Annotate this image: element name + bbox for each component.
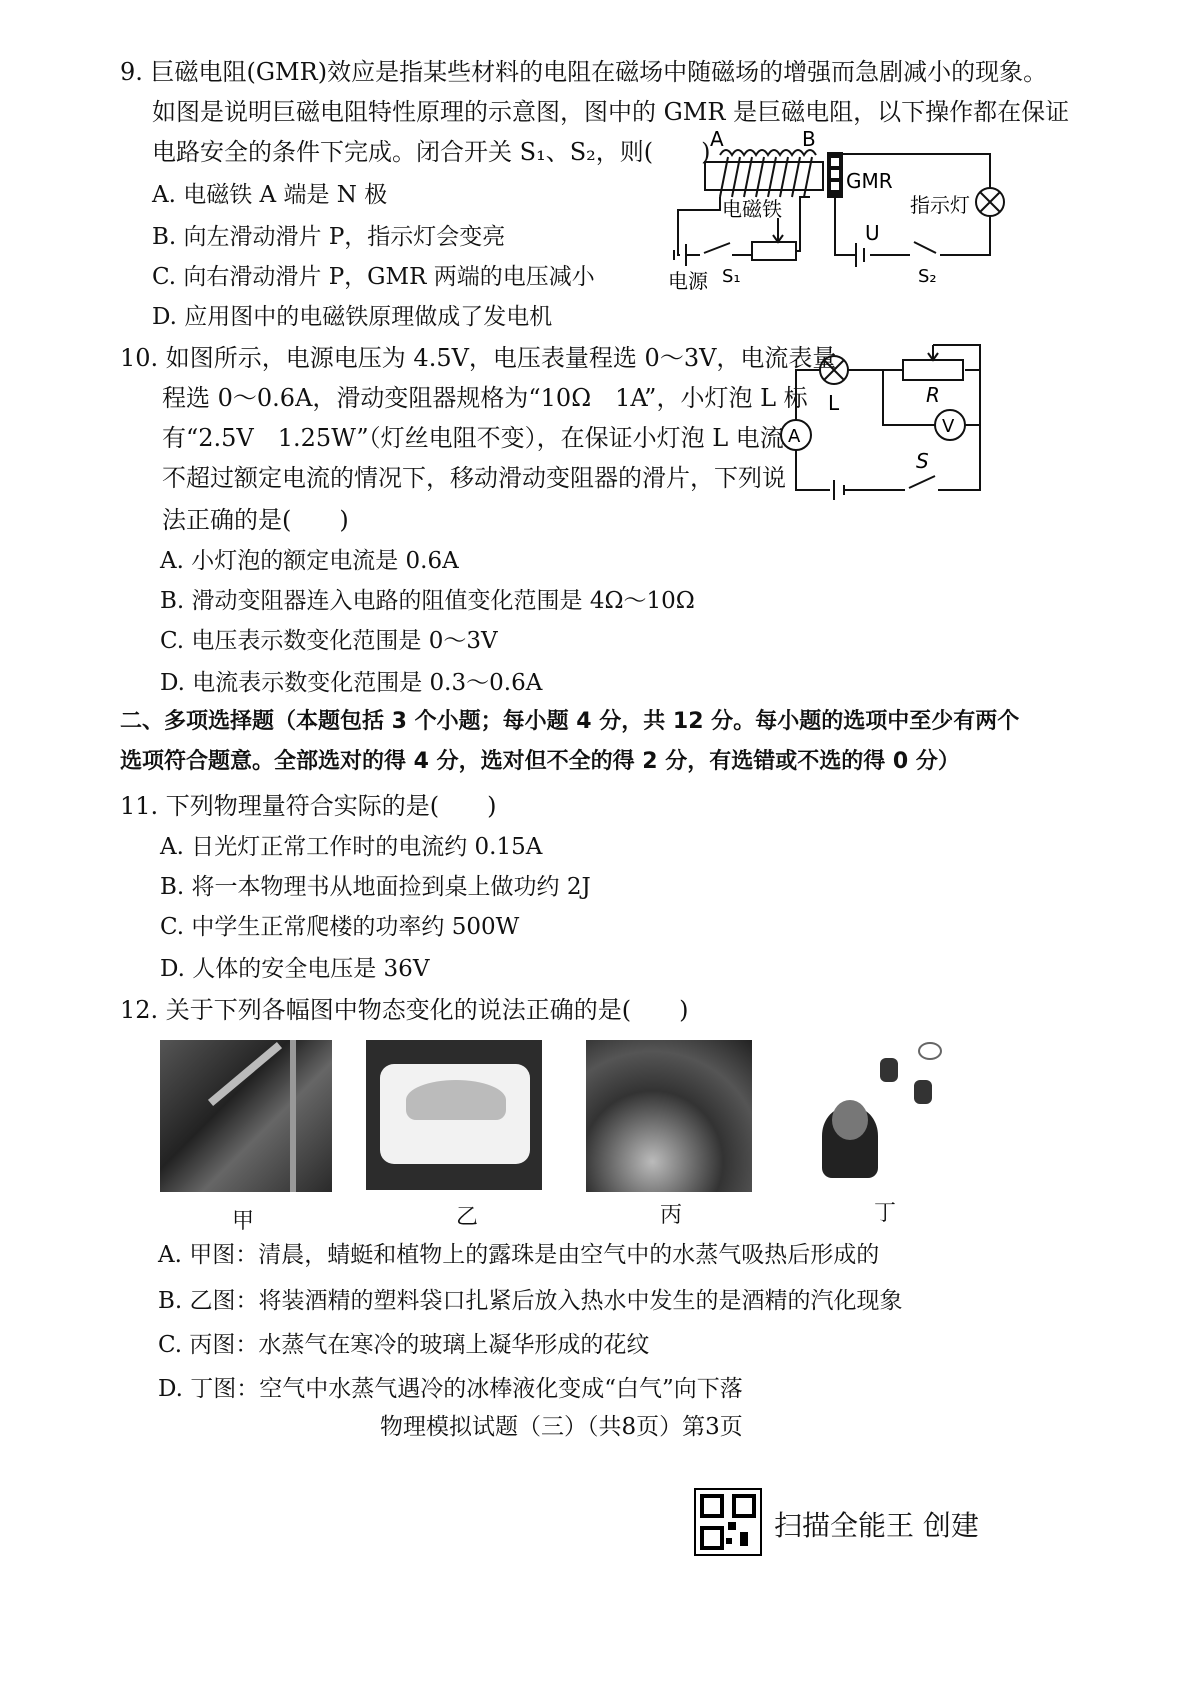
- q9-label-indicator-lamp: 指示灯: [910, 193, 970, 217]
- q10-label-r: R: [926, 383, 940, 407]
- q9-label-gmr: GMR: [846, 169, 893, 193]
- q12-caption-jia: 甲: [232, 1209, 255, 1234]
- q12-caption-ding: 丁: [874, 1201, 897, 1226]
- q9-line-3: 电路安全的条件下完成。闭合开关 S₁、S₂，则( ): [152, 138, 711, 166]
- q10-label-l: L: [828, 391, 840, 415]
- q12-photo-jia-dragonfly: [160, 1040, 332, 1192]
- section-2-heading-line-1: 二、多项选择题（本题包括 3 个小题；每小题 4 分，共 12 分。每小题的选项中至少有两个: [120, 709, 1020, 734]
- q9-label-s1: S₁: [722, 266, 741, 287]
- q12-stem: 12. 关于下列各幅图中物态变化的说法正确的是( ): [120, 996, 689, 1024]
- q12-caption-yi: 乙: [456, 1205, 479, 1230]
- q10-line-5: 法正确的是( ): [162, 506, 349, 534]
- q11-option-b: B. 将一本物理书从地面捡到桌上做功约 2J: [160, 874, 591, 900]
- q12-option-b: B. 乙图：将装酒精的塑料袋口扎紧后放入热水中发生的是酒精的汽化现象: [158, 1288, 903, 1314]
- q9-gmr-circuit-diagram: [660, 120, 1020, 300]
- q12-option-a: A. 甲图：清晨，蜻蜓和植物上的露珠是由空气中的水蒸气吸热后形成的: [158, 1242, 880, 1268]
- q12-photo-yi-plastic-bag: [366, 1040, 542, 1190]
- q10-option-a: A. 小灯泡的额定电流是 0.6A: [160, 548, 459, 574]
- q11-option-c: C. 中学生正常爬楼的功率约 500W: [160, 914, 520, 940]
- q12-photo-bing-frost-pattern: [586, 1040, 752, 1192]
- q10-line-3: 有“2.5V 1.25W”（灯丝电阻不变），在保证小灯泡 L 电流: [162, 424, 784, 452]
- page-footer: 物理模拟试题（三）（共8页）第3页: [380, 1414, 743, 1440]
- q10-option-b: B. 滑动变阻器连入电路的阻值变化范围是 4Ω～10Ω: [160, 588, 695, 614]
- q9-line-1: 9. 巨磁电阻(GMR)效应是指某些材料的电阻在磁场中随磁场的增强而急剧减小的现象。: [120, 58, 1048, 86]
- q10-line-4: 不超过额定电流的情况下，移动滑动变阻器的滑片，下列说: [162, 464, 786, 492]
- q9-label-s2: S₂: [918, 266, 937, 287]
- q9-label-b: B: [802, 127, 816, 151]
- q12-photo-ding-popsicle: [818, 1040, 948, 1180]
- q9-option-a: A. 电磁铁 A 端是 N 极: [152, 182, 388, 208]
- q12-caption-bing: 丙: [660, 1203, 683, 1228]
- qr-code-icon: [694, 1488, 762, 1556]
- q9-label-u: U: [865, 221, 880, 245]
- q10-label-ammeter: A: [788, 426, 801, 447]
- scanner-watermark-text: 扫描全能王 创建: [774, 1509, 979, 1542]
- q11-stem: 11. 下列物理量符合实际的是( ): [120, 792, 497, 820]
- q10-label-voltmeter: V: [942, 416, 955, 437]
- q10-option-d: D. 电流表示数变化范围是 0.3～0.6A: [160, 670, 543, 696]
- q9-option-b: B. 向左滑动滑片 P，指示灯会变亮: [152, 224, 506, 250]
- q9-option-d: D. 应用图中的电磁铁原理做成了发电机: [152, 304, 553, 330]
- q10-label-s: S: [916, 449, 929, 473]
- q9-label-power-source: 电源: [668, 269, 708, 293]
- q10-line-1: 10. 如图所示，电源电压为 4.5V，电压表量程选 0～3V，电流表量: [120, 344, 837, 372]
- q11-option-a: A. 日光灯正常工作时的电流约 0.15A: [160, 834, 543, 860]
- q11-option-d: D. 人体的安全电压是 36V: [160, 956, 430, 982]
- q9-label-a: A: [710, 127, 724, 151]
- q10-line-2: 程选 0～0.6A，滑动变阻器规格为“10Ω 1A”，小灯泡 L 标: [162, 384, 808, 412]
- section-2-heading-line-2: 选项符合题意。全部选对的得 4 分，选对但不全的得 2 分，有选错或不选的得 0 分）: [120, 749, 960, 774]
- q9-option-c: C. 向右滑动滑片 P，GMR 两端的电压减小: [152, 264, 595, 290]
- q9-label-electromagnet: 电磁铁: [722, 197, 782, 221]
- q10-circuit-diagram: [770, 340, 1010, 515]
- q12-option-c: C. 丙图：水蒸气在寒冷的玻璃上凝华形成的花纹: [158, 1332, 650, 1358]
- q10-option-c: C. 电压表示数变化范围是 0～3V: [160, 628, 498, 654]
- q12-option-d: D. 丁图：空气中水蒸气遇冷的冰棒液化变成“白气”向下落: [158, 1376, 743, 1402]
- q9-line-2: 如图是说明巨磁电阻特性原理的示意图，图中的 GMR 是巨磁电阻，以下操作都在保证: [152, 98, 1070, 126]
